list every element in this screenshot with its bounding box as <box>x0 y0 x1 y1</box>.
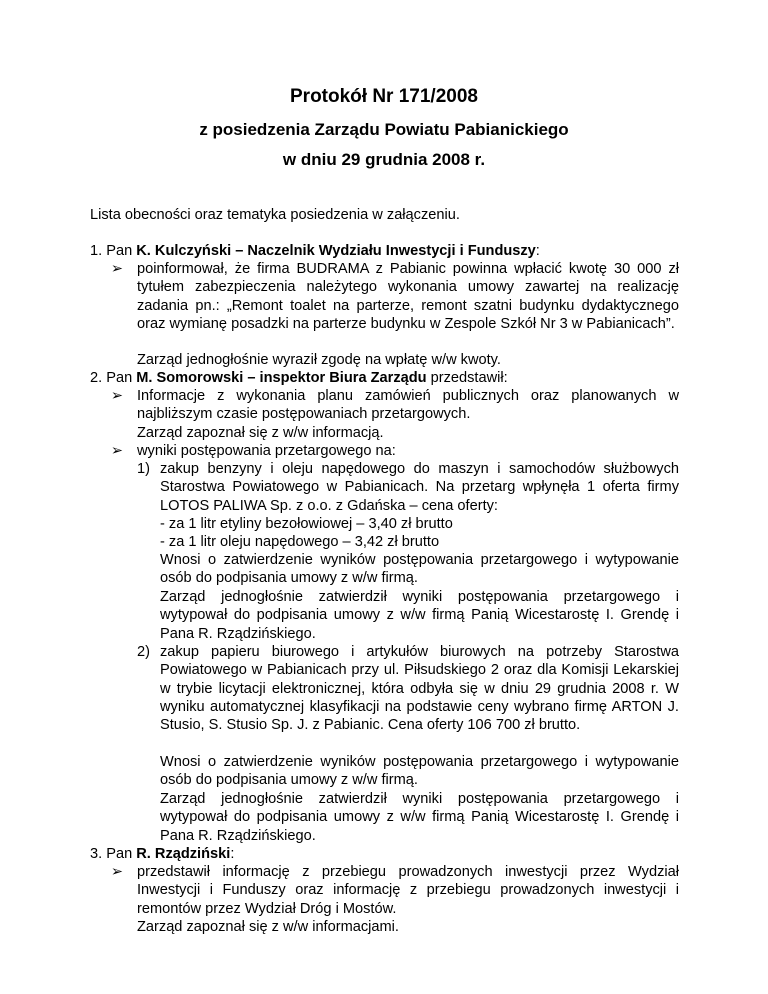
item-1-bullet-1: poinformował, że firma BUDRAMA z Pabianic powinna wpłacić kwotę 30 000 zł tytułem zabezpieczenia należytego wykonania umowy zawartej na realizację zadania pn.: „Remont toalet na parterze, remont szatni budynku dydaktycznego oraz wymianę posadzki na parterze budynku w Zespole Szkół Nr 3 w Pabianicach”. <box>137 261 679 332</box>
bullet-arrow-icon: ➢ <box>110 443 124 459</box>
item-2-suffix: przedstawił: <box>426 370 508 386</box>
sub-item-1-request: Wnosi o zatwierdzenie wyników postępowania przetargowego i wytypowanie osób do podpisania umowy z w/w firmą. <box>160 552 679 587</box>
item-2-bullet-1: Informacje z wykonania planu zamówień publicznych oraz planowanych w najbliższym czasie postępowaniach przetargowych. <box>137 388 679 423</box>
item-3-decision: Zarząd zapoznał się z w/w informacjami. <box>137 919 399 935</box>
item-2-bullet-1-decision: Zarząd zapoznał się z w/w informacją. <box>137 425 384 441</box>
item-1-suffix: : <box>535 243 540 259</box>
item-3-suffix: : <box>230 846 235 862</box>
item-3-prefix: 3. Pan <box>90 846 137 862</box>
sub-item-1-decision: Zarząd jednogłośnie zatwierdził wyniki postępowania przetargowego i wytypował do podpisania umowy z w/w firmą Panią Wicestarostę I. Grendę i Pana R. Rządzińskiego. <box>160 589 679 642</box>
sub-item-1-text: zakup benzyny i oleju napędowego do maszyn i samochodów służbowych Starostwa Powiatowego w Pabianicach. Na przetarg wpłynęła 1 oferta firmy LOTOS PALIWA Sp. z o.o. z Gdańska – cena oferty: <box>160 461 679 514</box>
sub-item-2-number: 2) <box>137 644 150 660</box>
sub-item-2-decision: Zarząd jednogłośnie zatwierdził wyniki postępowania przetargowego i wytypował do podpisania umowy z w/w firmą Panią Wicestarostę I. Grendę i Pana R. Rządzińskiego. <box>160 791 679 844</box>
sub-item-1-price-1: - za 1 litr etyliny bezołowiowej – 3,40 zł brutto <box>160 516 453 532</box>
bullet-arrow-icon: ➢ <box>110 261 124 277</box>
sub-item-1-price-2: - za 1 litr oleju napędowego – 3,42 zł brutto <box>160 534 440 550</box>
item-1-prefix: 1. Pan <box>90 243 137 259</box>
item-1-heading <box>90 242 540 260</box>
item-3-name: R. Rządziński <box>136 846 231 862</box>
document-date: w dniu 29 grudnia 2008 r. <box>282 150 486 169</box>
document-subtitle: z posiedzenia Zarządu Powiatu Pabianickiego <box>199 120 569 139</box>
document-title: Protokół Nr 171/2008 <box>290 86 478 107</box>
item-1-name: K. Kulczyński – Naczelnik Wydziału Inwestycji i Funduszy <box>136 243 536 259</box>
sub-item-2-request: Wnosi o zatwierdzenie wyników postępowania przetargowego i wytypowanie osób do podpisania umowy z w/w firmą. <box>160 754 679 789</box>
item-2-bullet-2: wyniki postępowania przetargowego na: <box>137 443 396 459</box>
item-2-heading <box>90 369 508 387</box>
sub-item-2-text: zakup papieru biurowego i artykułów biurowych na potrzeby Starostwa Powiatowego w Pabianicach przy ul. Piłsudskiego 2 oraz dla Komisji Lekarskiej w trybie licytacji elektronicznej, która odbyła się w dniu 29 grudnia 2008 r. W wyniku automatycznej klasyfikacji na podstawie ceny wybrano firmę ARTON J. Stusio, S. Stusio Sp. J. z Pabianic. Cena oferty 106 700 zł brutto. <box>160 644 679 734</box>
item-3-bullet-1: przedstawił informację z przebiegu prowadzonych inwestycji przez Wydział Inwestycji i Funduszy oraz informację z przebiegu prowadzonych inwestycji i remontów przez Wydział Dróg i Mostów. <box>137 864 679 917</box>
item-2-name: M. Somorowski – inspektor Biura Zarządu <box>136 370 427 386</box>
intro-paragraph: Lista obecności oraz tematyka posiedzenia w załączeniu. <box>90 207 460 223</box>
item-3-heading <box>90 845 234 863</box>
bullet-arrow-icon: ➢ <box>110 388 124 404</box>
item-2-prefix: 2. Pan <box>90 370 137 386</box>
bullet-arrow-icon: ➢ <box>110 864 124 880</box>
item-1-decision: Zarząd jednogłośnie wyraził zgodę na wpłatę w/w kwoty. <box>137 352 501 368</box>
sub-item-1-number: 1) <box>137 461 150 477</box>
